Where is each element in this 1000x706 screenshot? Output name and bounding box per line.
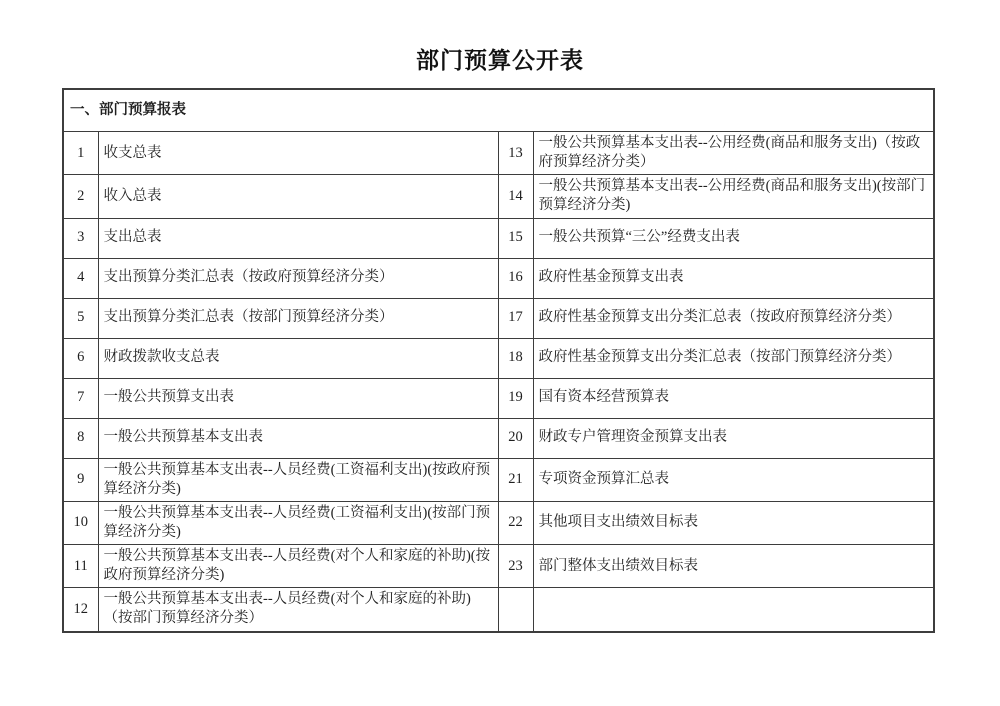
report-title: 财政专户管理资金预算支出表 bbox=[533, 418, 934, 458]
row-number: 23 bbox=[498, 545, 533, 588]
report-title: 一般公共预算基本支出表--公用经费(商品和服务支出)(按部门预算经济分类) bbox=[533, 175, 934, 218]
table-row bbox=[63, 338, 934, 378]
report-title: 支出预算分类汇总表（按部门预算经济分类） bbox=[98, 298, 498, 338]
report-title: 一般公共预算基本支出表 bbox=[98, 418, 498, 458]
table-row bbox=[63, 175, 934, 218]
report-title: 部门整体支出绩效目标表 bbox=[533, 545, 934, 588]
report-title: 财政拨款收支总表 bbox=[98, 338, 498, 378]
report-title: 国有资本经营预算表 bbox=[533, 378, 934, 418]
report-title: 专项资金预算汇总表 bbox=[533, 458, 934, 501]
section-header-row bbox=[63, 89, 934, 132]
row-number: 21 bbox=[498, 458, 533, 501]
row-number: 9 bbox=[63, 458, 98, 501]
row-number: 16 bbox=[498, 258, 533, 298]
row-number: 2 bbox=[63, 175, 98, 218]
report-title: 政府性基金预算支出表 bbox=[533, 258, 934, 298]
row-number: 20 bbox=[498, 418, 533, 458]
report-title: 一般公共预算支出表 bbox=[98, 378, 498, 418]
row-number: 5 bbox=[63, 298, 98, 338]
budget-report-table bbox=[62, 88, 935, 633]
row-number: 11 bbox=[63, 545, 98, 588]
row-number: 14 bbox=[498, 175, 533, 218]
row-number: 6 bbox=[63, 338, 98, 378]
row-number: 3 bbox=[63, 218, 98, 258]
report-title: 其他项目支出绩效目标表 bbox=[533, 501, 934, 544]
table-row bbox=[63, 458, 934, 501]
report-title: 一般公共预算“三公”经费支出表 bbox=[533, 218, 934, 258]
report-title: 一般公共预算基本支出表--人员经费(对个人和家庭的补助)(按政府预算经济分类) bbox=[98, 545, 498, 588]
report-title: 收入总表 bbox=[98, 175, 498, 218]
report-title bbox=[533, 588, 934, 632]
report-title: 政府性基金预算支出分类汇总表（按政府预算经济分类） bbox=[533, 298, 934, 338]
row-number: 1 bbox=[63, 132, 98, 175]
table-row bbox=[63, 418, 934, 458]
row-number: 15 bbox=[498, 218, 533, 258]
table-row bbox=[63, 132, 934, 175]
table-row bbox=[63, 218, 934, 258]
table-row bbox=[63, 501, 934, 544]
page-title: 部门预算公开表 bbox=[416, 48, 584, 73]
report-title: 一般公共预算基本支出表--人员经费(工资福利支出)(按部门预算经济分类) bbox=[98, 501, 498, 544]
table-row bbox=[63, 588, 934, 632]
row-number: 22 bbox=[498, 501, 533, 544]
row-number: 10 bbox=[63, 501, 98, 544]
report-title: 一般公共预算基本支出表--公用经费(商品和服务支出)（按政府预算经济分类） bbox=[533, 132, 934, 175]
row-number: 8 bbox=[63, 418, 98, 458]
row-number bbox=[498, 588, 533, 632]
row-number: 4 bbox=[63, 258, 98, 298]
row-number: 17 bbox=[498, 298, 533, 338]
row-number: 13 bbox=[498, 132, 533, 175]
report-title: 收支总表 bbox=[98, 132, 498, 175]
table-row bbox=[63, 298, 934, 338]
report-title: 一般公共预算基本支出表--人员经费(对个人和家庭的补助)（按部门预算经济分类） bbox=[98, 588, 498, 632]
row-number: 19 bbox=[498, 378, 533, 418]
table-row bbox=[63, 258, 934, 298]
report-title: 支出总表 bbox=[98, 218, 498, 258]
table-row bbox=[63, 378, 934, 418]
report-title: 支出预算分类汇总表（按政府预算经济分类） bbox=[98, 258, 498, 298]
report-title: 政府性基金预算支出分类汇总表（按部门预算经济分类） bbox=[533, 338, 934, 378]
section-header: 一、部门预算报表 bbox=[63, 89, 934, 132]
row-number: 12 bbox=[63, 588, 98, 632]
table-row bbox=[63, 545, 934, 588]
row-number: 7 bbox=[63, 378, 98, 418]
report-title: 一般公共预算基本支出表--人员经费(工资福利支出)(按政府预算经济分类) bbox=[98, 458, 498, 501]
row-number: 18 bbox=[498, 338, 533, 378]
